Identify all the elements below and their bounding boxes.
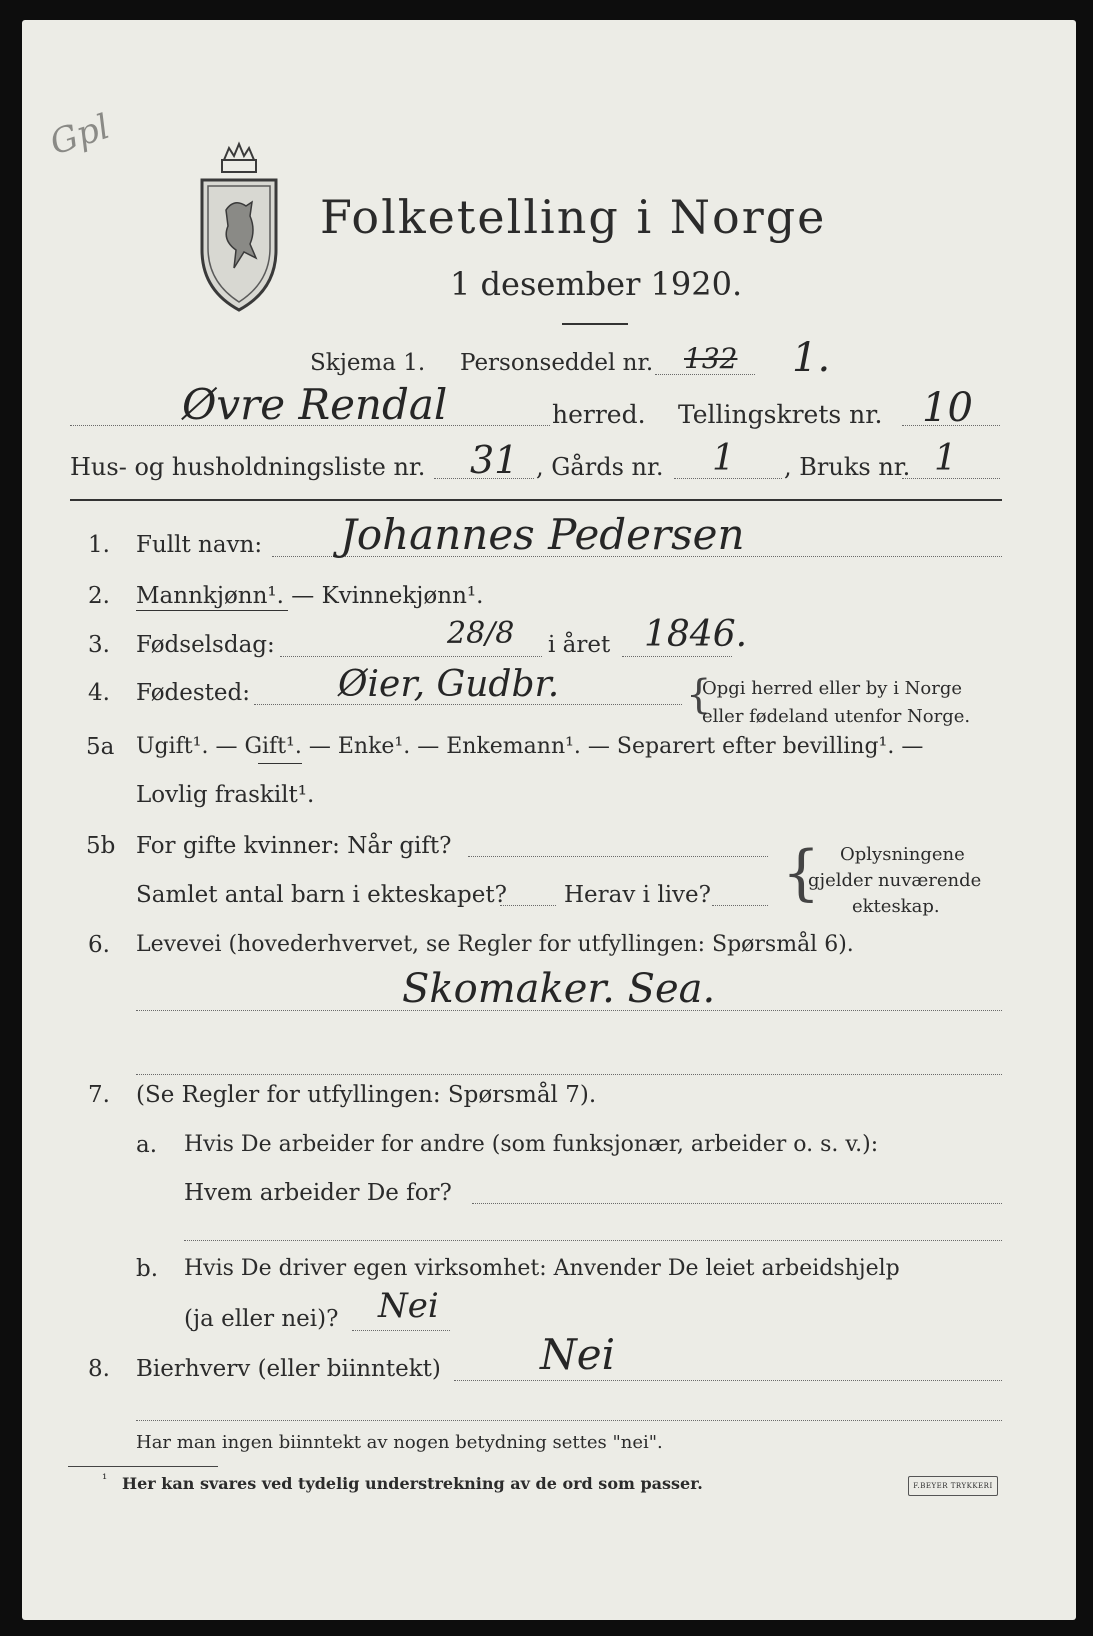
q4-note-1: Opgi herred eller by i Norge	[702, 678, 963, 699]
q6-line-2	[136, 1074, 1002, 1075]
q5a-gift-underline	[258, 763, 302, 764]
q7b-letter: b.	[136, 1256, 159, 1282]
q5b-note-1: Oplysningene	[840, 844, 965, 865]
tellingskrets-value: 10	[922, 385, 973, 431]
page-title: Folketelling i Norge	[320, 190, 827, 244]
coat-of-arms-icon	[194, 140, 284, 315]
tellingskrets-label: Tellingskrets nr.	[678, 400, 883, 429]
personseddel-value: 1.	[792, 335, 831, 381]
q4-note-2: eller fødeland utenfor Norge.	[702, 706, 971, 727]
gards-label: , Gårds nr.	[536, 453, 664, 481]
q6-number: 6.	[88, 932, 110, 958]
q6-value: Skomaker. Sea.	[402, 966, 716, 1012]
q8-line-2	[136, 1420, 1002, 1421]
q4-label: Fødested:	[136, 680, 251, 706]
q5b-number: 5b	[86, 833, 116, 859]
q4-value: Øier, Gudbr.	[338, 664, 560, 705]
q3-value: 28/8	[447, 616, 515, 651]
header-rule	[70, 499, 1002, 501]
q5b-children-line	[500, 905, 556, 906]
q8-label: Bierhverv (eller biinntekt)	[136, 1356, 441, 1382]
q5b-when-line	[468, 856, 768, 857]
hus-label: Hus- og husholdningsliste nr.	[70, 453, 426, 481]
q1-number: 1.	[88, 532, 110, 558]
q2-label: Mannkjønn¹. — Kvinnekjønn¹.	[136, 583, 484, 609]
title-divider	[562, 323, 628, 325]
q5b-label-3: Herav i live?	[564, 882, 711, 908]
skjema-label: Skjema 1.	[310, 350, 426, 376]
printer-stamp: F.BEYER TRYKKERI	[908, 1476, 998, 1496]
q8-number: 8.	[88, 1356, 110, 1382]
bruks-value: 1	[934, 438, 957, 479]
q2-underline	[136, 610, 288, 611]
q4-note-brace: {	[686, 672, 712, 718]
q7a-label: Hvis De arbeider for andre (som funksjonær, arbeider o. s. v.):	[184, 1132, 879, 1157]
q5b-note-2: gjelder nuværende	[808, 870, 982, 891]
q7b-label: Hvis De driver egen virksomhet: Anvender De leiet arbeidshjelp	[184, 1256, 900, 1281]
q8-line	[454, 1380, 1002, 1381]
footnote-rule	[68, 1466, 218, 1467]
personseddel-struck-value: 132	[684, 342, 738, 375]
q1-label: Fullt navn:	[136, 532, 263, 558]
q5b-note-brace: {	[782, 838, 821, 908]
census-form	[22, 20, 1076, 1620]
q5a-label-2: Lovlig fraskilt¹.	[136, 782, 315, 808]
footer-note: Har man ingen biinntekt av nogen betydning settes "nei".	[136, 1432, 663, 1453]
q7b-label-2: (ja eller nei)?	[184, 1306, 339, 1332]
q2-number: 2.	[88, 583, 110, 609]
q5a-number: 5a	[86, 734, 115, 760]
q6-label: Levevei (hovederhvervet, se Regler for utfyllingen: Spørsmål 6).	[136, 932, 854, 957]
margin-note: Gpl	[45, 106, 115, 164]
q5a-label: Ugift¹. — Gift¹. — Enke¹. — Enkemann¹. — Separert efter bevilling¹. —	[136, 734, 924, 759]
q3-label: Fødselsdag:	[136, 632, 275, 658]
footnote-mark: ¹	[102, 1472, 108, 1487]
q8-value: Nei	[540, 1330, 616, 1379]
q7a-letter: a.	[136, 1132, 158, 1158]
q3-line	[280, 656, 542, 657]
bruks-label: , Bruks nr.	[784, 453, 911, 481]
personseddel-label: Personseddel nr.	[460, 350, 654, 376]
q5b-label-2: Samlet antal barn i ekteskapet?	[136, 882, 507, 908]
q7b-line	[352, 1330, 450, 1331]
q7a-line-2	[184, 1240, 1002, 1241]
q3-year-label: i året	[548, 632, 611, 658]
hus-value: 31	[470, 438, 519, 482]
q7a-line-1	[472, 1203, 1002, 1204]
q7b-value: Nei	[378, 1286, 439, 1326]
q4-number: 4.	[88, 680, 110, 706]
footnote-text: Her kan svares ved tydelig understrekning av de ord som passer.	[122, 1474, 703, 1493]
census-date: 1 desember 1920.	[450, 265, 743, 303]
gards-value: 1	[712, 438, 735, 479]
herred-value: Øvre Rendal	[182, 380, 448, 429]
q5b-alive-line	[712, 905, 768, 906]
herred-label: herred.	[552, 400, 646, 429]
q7-label: (Se Regler for utfyllingen: Spørsmål 7).	[136, 1082, 597, 1108]
q7-number: 7.	[88, 1082, 110, 1108]
q5b-label: For gifte kvinner: Når gift?	[136, 833, 452, 859]
q7a-label-2: Hvem arbeider De for?	[184, 1180, 452, 1206]
q1-value: Johannes Pedersen	[340, 510, 745, 559]
q3-number: 3.	[88, 632, 110, 658]
q5b-note-3: ekteskap.	[852, 896, 940, 917]
q3-year-value: 1846.	[644, 614, 748, 655]
q3-year-line	[622, 656, 732, 657]
